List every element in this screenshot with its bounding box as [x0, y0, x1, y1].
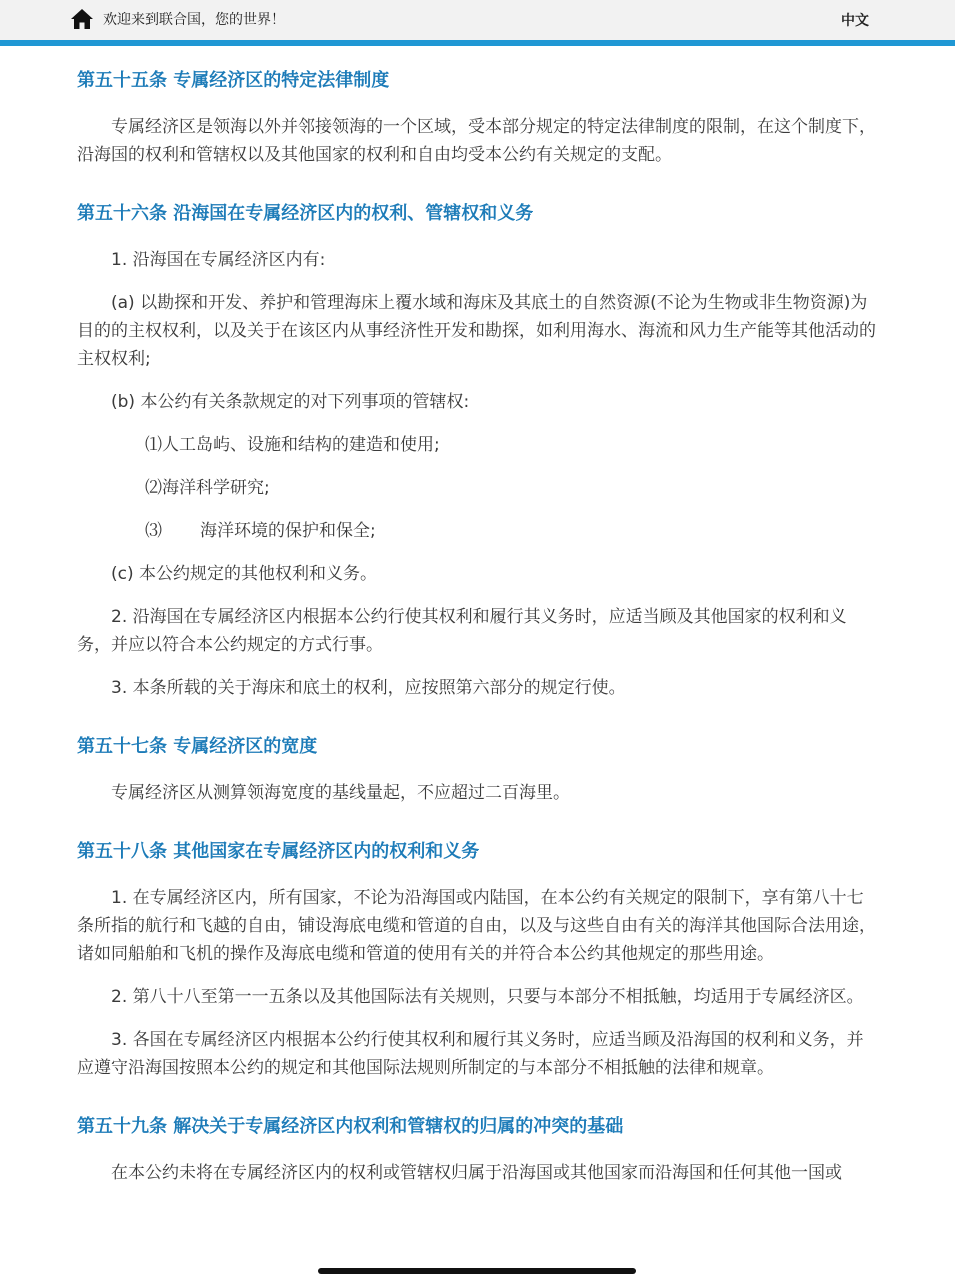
article-56-paragraph-3: 3. 本条所载的关于海床和底土的权利，应按照第六部分的规定行使。 — [111, 678, 626, 698]
article-55-paragraph: 专属经济区是领海以外并邻接领海的一个区域，受本部分规定的特定法律制度的限制，在这个制度下，沿海国的权利和管辖权以及其他国家的权利和自由均受本公约有关规定的支配。 — [77, 117, 876, 165]
article-58-paragraph-2: 2. 第八十八至第一一五条以及其他国际法有关规则，只要与本部分不相抵触，均适用于专属经济区。 — [111, 987, 864, 1007]
article-56-subitem-2 — [77, 474, 880, 502]
home-icon — [70, 8, 94, 30]
article-57-title: 第五十七条 专属经济区的宽度 — [77, 736, 318, 757]
subitem-number: ⑴ — [145, 435, 162, 455]
article-55-title: 第五十五条 专属经济区的特定法律制度 — [77, 70, 390, 91]
language-selector[interactable]: 中文 — [841, 13, 869, 29]
subitem-number: ⑶ — [145, 521, 162, 541]
article-58-paragraph-3: 3. 各国在专属经济区内根据本公约行使其权利和履行其义务时，应适当顾及沿海国的权利和义务，并应遵守沿海国按照本公约的规定和其他国际法规则所制定的与本部分不相抵触的法律和规章。 — [77, 1030, 864, 1078]
subitem-text: 海洋科学研究; — [162, 478, 270, 498]
article-content — [77, 62, 880, 1187]
article-59-title: 第五十九条 解决关于专属经济区内权利和管辖权的归属的冲突的基础 — [77, 1116, 624, 1137]
top-bar — [0, 0, 955, 46]
article-58-title: 第五十八条 其他国家在专属经济区内的权利和义务 — [77, 841, 480, 862]
article-56-subitem-1 — [77, 431, 880, 459]
home-link[interactable] — [70, 8, 285, 30]
subitem-text: 海洋环境的保护和保全; — [200, 521, 376, 541]
article-56-title: 第五十六条 沿海国在专属经济区内的权利、管辖权和义务 — [77, 203, 534, 224]
article-56-item-b: (b) 本公约有关条款规定的对下列事项的管辖权: — [111, 392, 470, 412]
article-56-paragraph-2: 2. 沿海国在专属经济区内根据本公约行使其权利和履行其义务时，应适当顾及其他国家的权利和义务，并应以符合本公约规定的方式行事。 — [77, 607, 847, 655]
subitem-text: 人工岛屿、设施和结构的建造和使用; — [162, 435, 440, 455]
article-56-item-a: (a) 以勘探和开发、养护和管理海床上覆水域和海床及其底土的自然资源(不论为生物或非生物资源)为目的的主权权利，以及关于在该区内从事经济性开发和勘探，如利用海水、海流和风力生产能等其他活动的主权权利; — [77, 293, 876, 369]
article-58-paragraph-1: 1. 在专属经济区内，所有国家，不论为沿海国或内陆国，在本公约有关规定的限制下，享有第八十七条所指的航行和飞越的自由，铺设海底电缆和管道的自由，以及与这些自由有关的海洋其他国际合法用途，诸如同船舶和飞机的操作及海底电缆和管道的使用有关的并符合本公约其他规定的那些用途。 — [77, 888, 876, 964]
article-59-paragraph: 在本公约未将在专属经济区内的权利或管辖权归属于沿海国或其他国家而沿海国和任何其他一国或 — [111, 1163, 842, 1183]
home-indicator-bar[interactable] — [318, 1268, 636, 1274]
welcome-text: 欢迎来到联合国，您的世界！ — [103, 12, 285, 28]
article-57-paragraph: 专属经济区从测算领海宽度的基线量起，不应超过二百海里。 — [111, 783, 570, 803]
subitem-number: ⑵ — [145, 478, 162, 498]
article-56-subitem-3 — [77, 517, 880, 545]
article-56-paragraph-1: 1. 沿海国在专属经济区内有: — [111, 250, 326, 270]
article-56-item-c: (c) 本公约规定的其他权利和义务。 — [111, 564, 378, 584]
